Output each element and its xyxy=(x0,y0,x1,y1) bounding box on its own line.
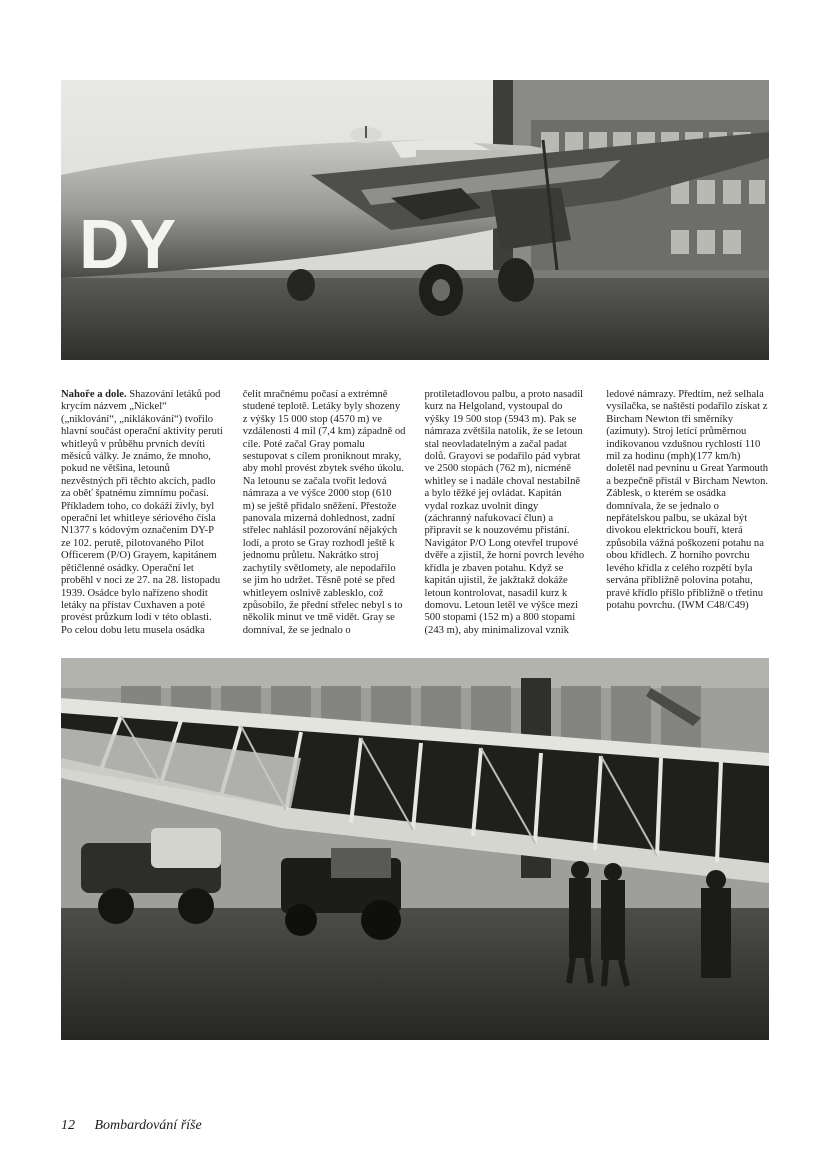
page-number: 12 xyxy=(61,1118,75,1133)
photo-caption xyxy=(61,389,769,641)
photo-damaged-wing-image xyxy=(61,658,769,1040)
photo-whitley-on-airfield xyxy=(61,80,769,360)
caption-lead: Nahoře a dole. xyxy=(61,389,127,400)
book-title: Bombardování říše xyxy=(94,1118,202,1133)
fuselage-code: DY xyxy=(79,205,177,283)
photo-damaged-wing xyxy=(61,658,769,1040)
photo-whitley-on-airfield-image xyxy=(61,80,769,360)
caption-text: Shazování letáků pod krycím názvem „Nickel“ („niklování“, „niklákování“) tvořilo hlavní součást operační aktivity perutí whitleyů v průběhu prvních devíti měsíců války. Je známo, že mnoho, pokud ne většina, letounů nezvěstných při těchto akcích, padlo za oběť špatnému zimnímu počasí. Příkladem toho, co dokáží živly, byl operační let whitleye sériového čísla N1377 s kódovým označením DY-P ze 102. perutě, pilotovaného Pilot Officerem (P/O) Grayem, kapitánem pětičlenné osádky. Operační let proběhl v noci ze 27. na 28. listopadu 1939. Osádce bylo nařízeno shodit letáky na přístav Cuxhaven a poté provést průzkum lodí v této oblasti. Po celou dobu letu musela osádka čelit mračnému počasí a extrémně studené teplotě. Letáky byly shozeny z výšky 15 000 stop (4570 m) ve vzdálenosti 4 mil (7,4 km) západně od cíle. Poté začal Gray pomalu sestupovat s cílem proniknout mraky, aby mohl provést zbytek svého úkolu. Na letounu se začala tvořit ledová námraza a ve výšce 2000 stop (610 m) se ještě přidalo sněžení. Přestože panovala mizerná dohlednost, zadní střelec nahlásil pozorování nějakých lodí, a proto se Gray rozhodl ještě k jednomu průletu. Nakrátko stroj zachytily světlomety, ale nepodařilo se jim ho udržet. Těsně poté se před whitleyem oslnivě zablesklo, což způsobilo, že přední střelec nebyl s to několik minut ve tmě vidět. Gray se domníval, že se jednalo o protiletadlovou palbu, a proto nasadil kurz na Helgoland, vystoupal do výšky 19 500 stop (5943 m). Pak se námraza zvětšila natolik, že se letoun stal neovladatelným a začal padat dolů. Grayovi se podařilo pád vybrat ve 2500 stopách (762 m), nicméně whitley se i nadále choval nestabilně a bylo těžké jej ovládat. Kapitán vydal rozkaz uvolnit dingy (záchranný nafukovací člun) a připravit se k nouzovému přistání. Navigátor P/O Long otevřel trupové dvěře a zjistil, že horní povrch levého křídla je zbaven potahu. Když se kapitán ujistil, že jakžtakž dokáže letoun kontrolovat, nasadil kurz k domovu. Letoun letěl ve výšce mezi 500 stopami (152 m) a 800 stopami (243 m), aby minimalizoval vznik ledové námrazy. Předtím, než selhala vysílačka, se naštěstí podařilo získat z Bircham Newton tři směrníky (azimuty). Stroj letící průměrnou indikovanou vzdušnou rychlostí 110 mil za hodinu (mph)(177 km/h) doletěl nad pevninu u Great Yarmouth a bezpečně přistál v Bircham Newton. Záblesk, o kterém se osádka domnívala, že se jednalo o nepřátelskou palbu, se ukázal být divokou elektrickou bouří, která způsobila vážná poškození potahu na obou křídlech. Z horního povrchu levého křídla z celého rozpětí byla servána přibližně polovina potahu, pravé křídlo přišlo přibližně o třetinu potahu povrchu. (IWM C48/C49) xyxy=(61,389,769,636)
page-footer xyxy=(61,1118,202,1134)
